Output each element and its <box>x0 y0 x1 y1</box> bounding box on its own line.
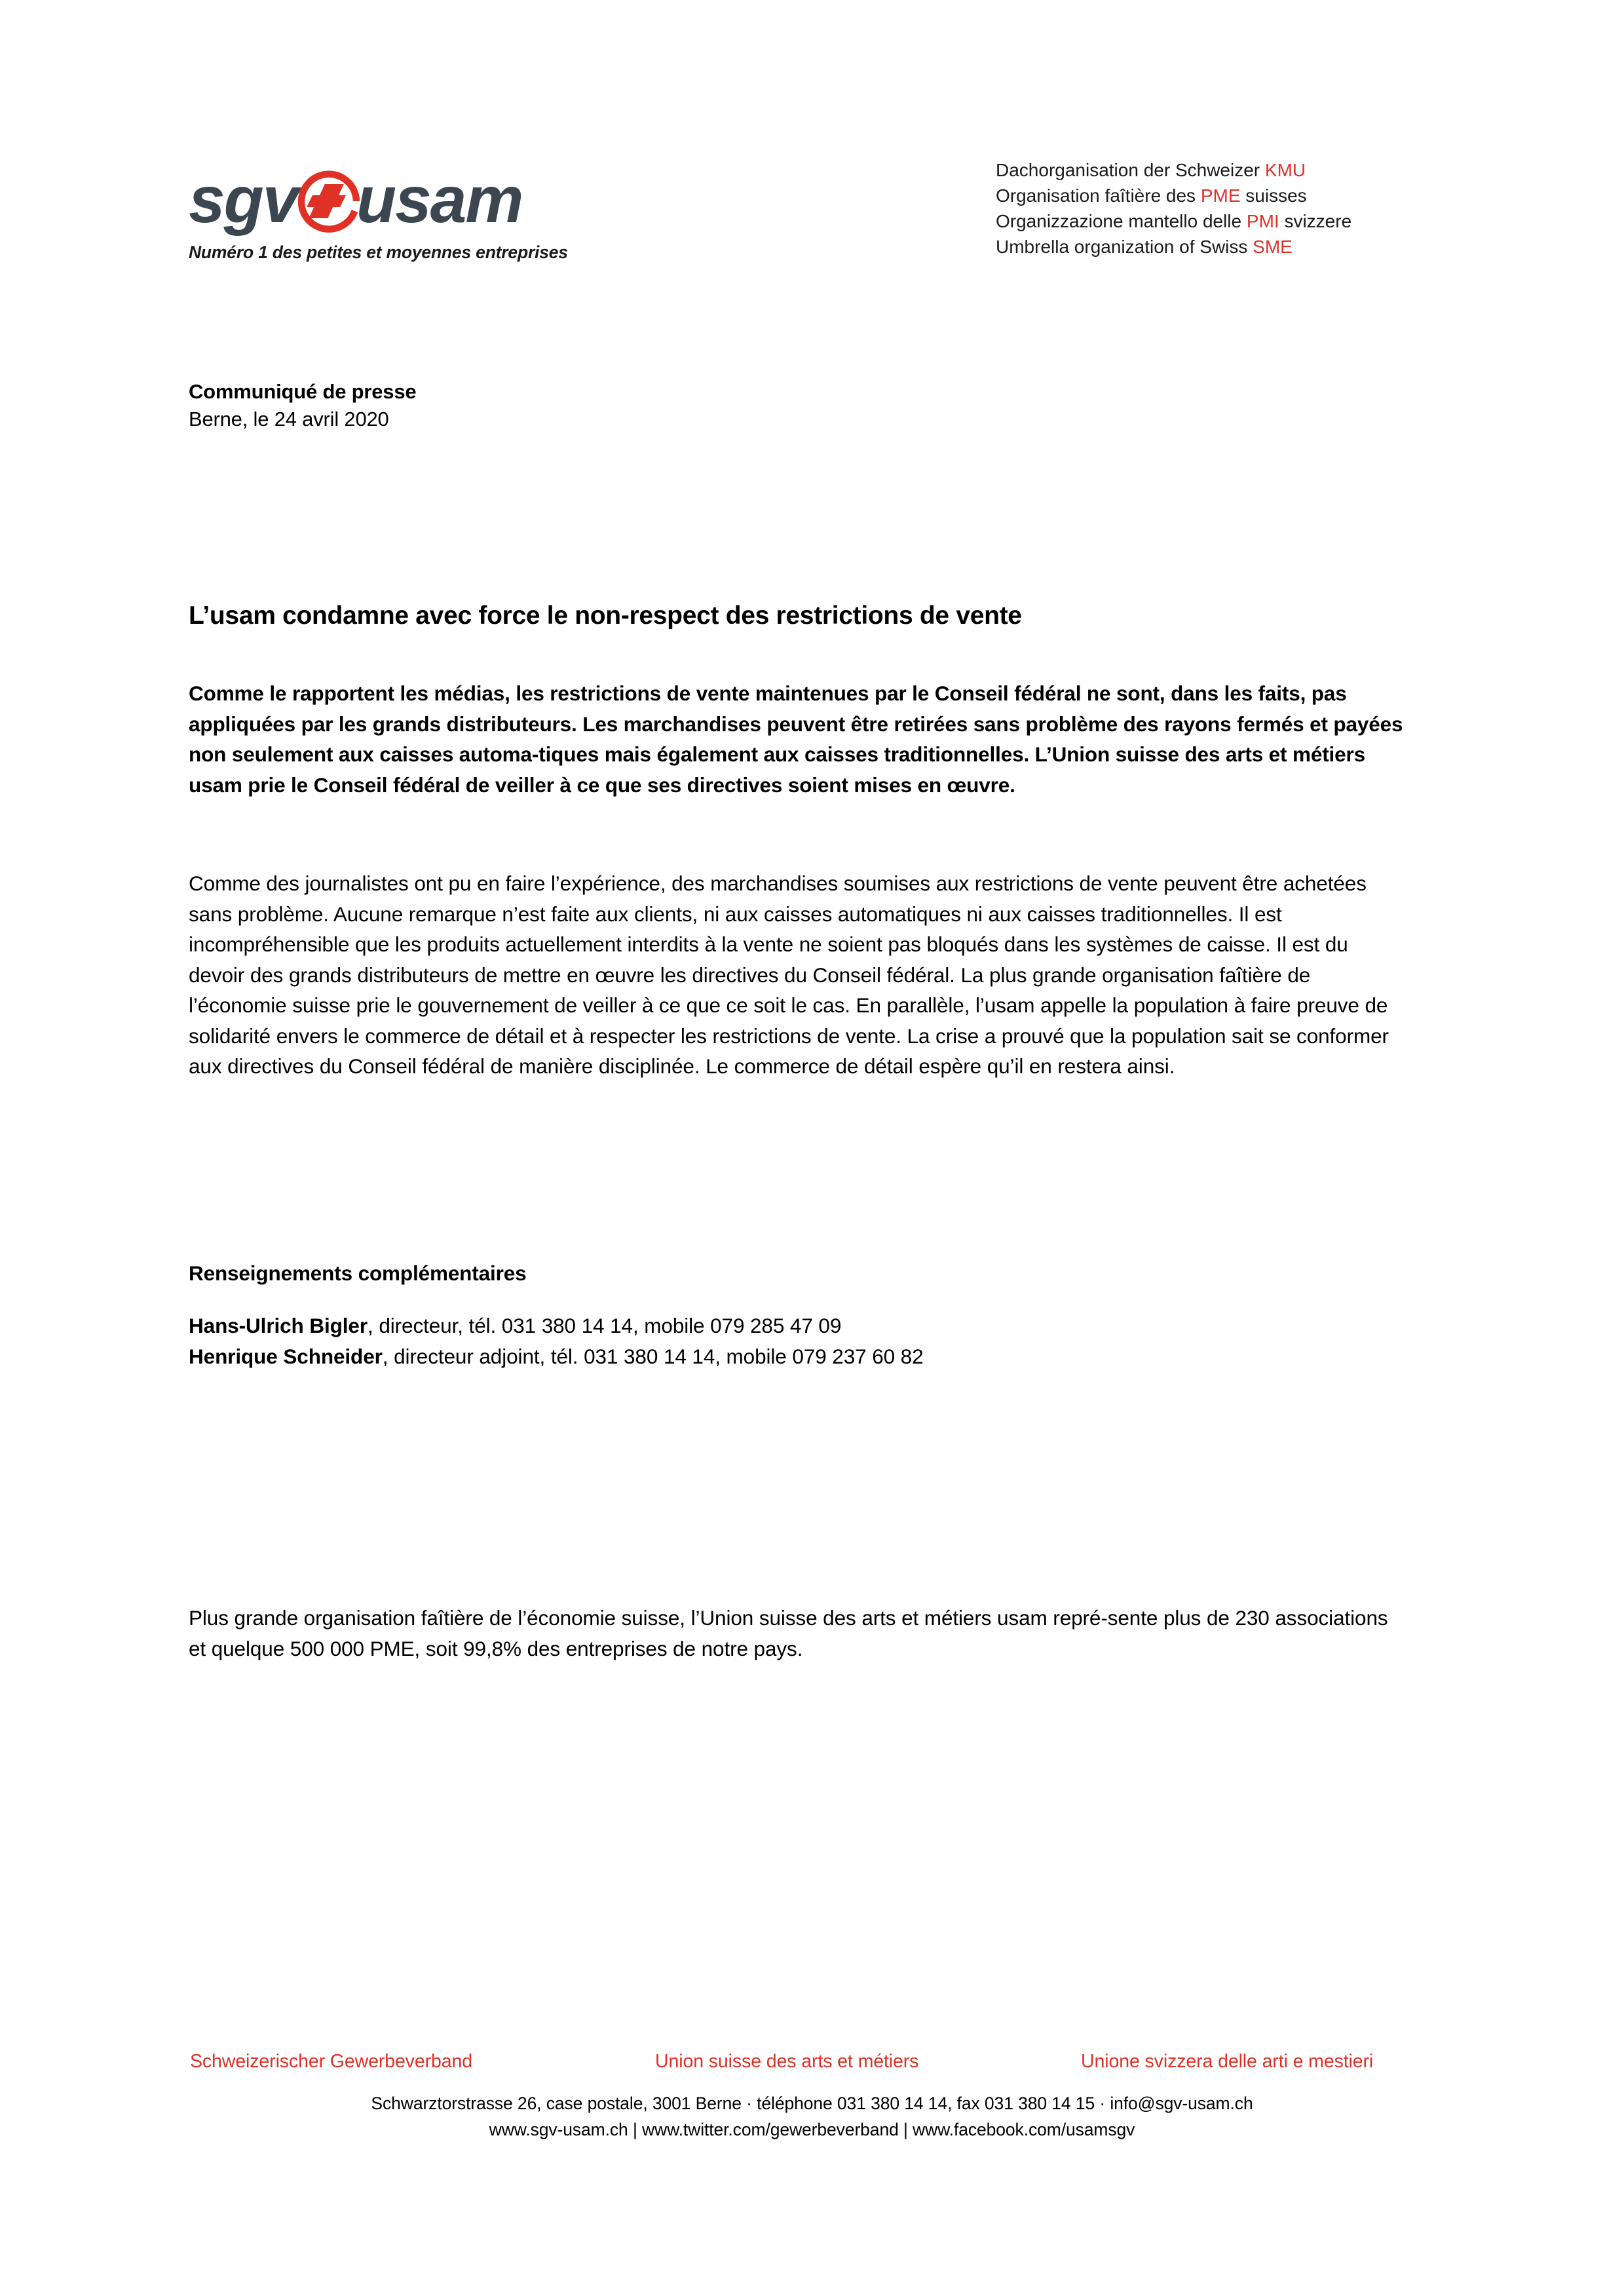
lang-accent-kmu: KMU <box>1264 160 1306 180</box>
header-language-line-it <box>996 208 1351 234</box>
header-language-line-en <box>996 234 1351 259</box>
footer-name-fr: Union suisse des arts et métiers <box>655 2051 919 2072</box>
footer-links-line[interactable]: www.sgv-usam.ch | www.twitter.com/gewerbeverband | www.facebook.com/usamsgv <box>489 2120 1135 2139</box>
contact-name: Hans-Ulrich Bigler <box>189 1314 368 1337</box>
usam-logo <box>189 161 608 263</box>
document-meta <box>189 378 1401 433</box>
footer-name-it: Unione svizzera delle arti e mestieri <box>1081 2051 1374 2072</box>
logo-tagline: Numéro 1 des petites et moyennes entreprises <box>189 242 568 262</box>
lang-text-en-prefix: Umbrella organization of Swiss <box>996 237 1253 257</box>
header-language-line-de <box>996 157 1351 183</box>
organization-boilerplate: Plus grande organisation faîtière de l’économie suisse, l’Union suisse des arts et métiers usam repré-sente plus de 230 associations et quelque 500 000 PME, soit 99,8% des entreprises de notre pays. <box>189 1606 1388 1660</box>
logo-wordmark <box>189 161 556 239</box>
document-type-label: Communiqué de presse <box>189 380 417 403</box>
logo-text-sgv: sgv <box>189 163 298 237</box>
logo-text-usam: usam <box>356 163 523 237</box>
footer-organization-names <box>0 2051 1624 2081</box>
header-language-line-fr <box>996 183 1351 208</box>
article-lead-paragraph: Comme le rapportent les médias, les restrictions de vente maintenues par le Conseil fédéral ne sont, dans les faits, pas appliquées par les grands distributeurs. Les marchandises peuvent être retirées sans problème des rayons fermés et payées non seulement aux caisses automa-tiques mais également aux caisses traditionnelles. L’Union suisse des arts et métiers usam prie le Conseil fédéral de veiller à ce que ses directives soient mises en œuvre. <box>189 681 1403 797</box>
article-body-paragraph: Comme des journalistes ont pu en faire l’expérience, des marchandises soumises aux restrictions de vente peuvent être achetées sans problème. Aucune remarque n’est faite aux clients, ni aux caisses automatiques ni aux caisses traditionnelles. Il est incompréhensible que les produits actuellement interdits à la vente ne soient pas bloqués dans les systèmes de caisse. Il est du devoir des grands distributeurs de mettre en œuvre les directives du Conseil fédéral. La plus grande organisation faîtière de l’économie suisse prie le gouvernement de veiller à ce que ce soit le cas. En parallèle, l’usam appelle la population à faire preuve de solidarité envers le commerce de détail et à respecter les restrictions de vente. La crise a prouvé que la population sait se conformer aux directives du Conseil fédéral de manière disciplinée. Le commerce de détail espère qu’il en restera ainsi. <box>189 871 1389 1078</box>
document-footer <box>0 2051 1624 2143</box>
contact-details: , directeur adjoint, tél. 031 380 14 14, mobile 079 237 60 82 <box>382 1344 924 1368</box>
lang-text-fr-prefix: Organisation faîtière des <box>996 185 1201 206</box>
swiss-cross-circle-emblem-icon <box>294 166 364 236</box>
lang-text-it-suffix: svizzere <box>1279 211 1352 231</box>
lang-accent-pme: PME <box>1200 185 1241 206</box>
contact-name: Henrique Schneider <box>189 1344 383 1368</box>
footer-address-line: Schwarztorstrasse 26, case postale, 3001 Berne · téléphone 031 380 14 14, fax 031 380 14 15 · info@sgv-usam.ch <box>371 2094 1253 2113</box>
lang-text-it-prefix: Organizzazione mantello delle <box>996 211 1247 231</box>
article-headline: L’usam condamne avec force le non-respect des restrictions de vente <box>189 602 1022 630</box>
header-language-list <box>996 157 1351 259</box>
place-and-date: Berne, le 24 avril 2020 <box>189 408 389 430</box>
lang-text-fr-suffix: suisses <box>1240 185 1307 206</box>
footer-name-de: Schweizerischer Gewerbeverband <box>190 2051 473 2072</box>
document-header <box>0 0 1624 308</box>
contact-row <box>189 1311 1406 1341</box>
lang-accent-pmi: PMI <box>1246 211 1279 231</box>
contact-row <box>189 1341 1406 1372</box>
contacts-section <box>189 1258 1406 1371</box>
lang-text-de-prefix: Dachorganisation der Schweizer <box>996 160 1265 180</box>
contacts-heading: Renseignements complémentaires <box>189 1261 527 1285</box>
lang-accent-sme: SME <box>1253 237 1293 257</box>
contact-details: , directeur, tél. 031 380 14 14, mobile 079 285 47 09 <box>368 1314 842 1337</box>
footer-contact-block <box>0 2090 1624 2143</box>
